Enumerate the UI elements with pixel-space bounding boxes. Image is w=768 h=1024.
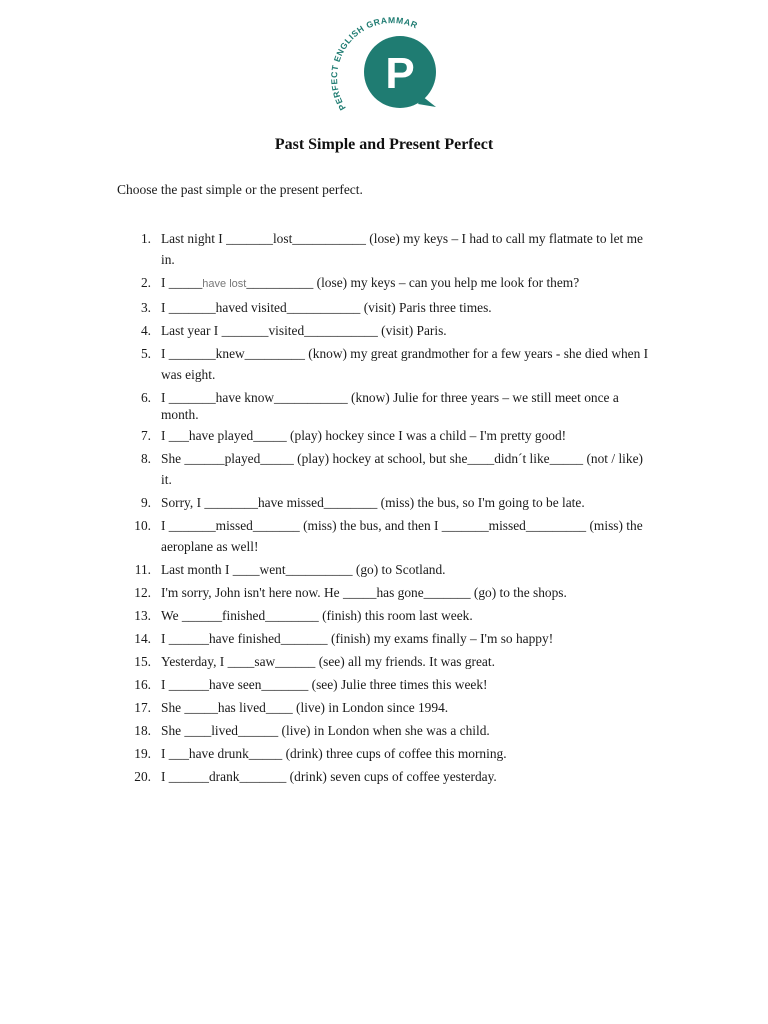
exercise-item: 8. She ______played_____ (play) hockey at school, but she____didn´t like_____ (not / like) it. [140,451,643,487]
answer-text: have lost [202,278,247,290]
exercise-item: 3. I _______haved visited___________ (visit) Paris three times. [140,300,492,315]
perfect-english-grammar-logo [322,14,446,114]
exercise-item: 5. I _______knew_________ (know) my great grandmother for a few years - she died when I was eight. [140,346,649,382]
exercise-item: 19. I ___have drunk_____ (drink) three cups of coffee this morning. [134,746,507,761]
exercise-item: 17. She _____has lived____ (live) in London since 1994. [134,700,449,715]
exercise-item: 11. Last month I ____went__________ (go) to Scotland. [134,562,446,577]
exercise-item: 1. Last night I _______lost___________ (lose) my keys – I had to call my flatmate to let me in. [140,231,643,267]
logo-letter: P [385,49,415,98]
exercise-item: 4. Last year I _______visited___________ (visit) Paris. [140,323,447,338]
exercise-item: 9. Sorry, I ________have missed________ (miss) the bus, so I'm going to be late. [140,495,585,510]
exercise-item: 6. I _______have know___________ (know) Julie for three years – we still meet once a month. [140,390,619,422]
exercise-item: 7. I ___have played_____ (play) hockey since I was a child – I'm pretty good! [140,428,567,443]
exercise-list [117,228,657,789]
exercise-item: 12. I'm sorry, John isn't here now. He _____has gone_______ (go) to the shops. [134,585,567,600]
logo-arc-text: PERFECT ENGLISH GRAMMAR [328,15,420,113]
instruction-text: Choose the past simple or the present perfect. [117,182,363,197]
exercise-item: 16. I ______have seen_______ (see) Julie three times this week! [134,677,488,692]
exercise-item: 2. I _____have lost__________ (lose) my keys – can you help me look for them? [140,275,580,290]
exercise-item: 13. We ______finished________ (finish) this room last week. [134,608,473,623]
page-title: Past Simple and Present Perfect [274,136,494,153]
exercise-item: 10. I _______missed_______ (miss) the bus, and then I _______missed_________ (miss) the aeroplane as well! [134,518,643,554]
exercise-item: 18. She ____lived______ (live) in London when she was a child. [134,723,490,738]
exercise-item: 14. I ______have finished_______ (finish) my exams finally – I'm so happy! [134,631,554,646]
exercise-item: 20. I ______drank_______ (drink) seven cups of coffee yesterday. [134,769,497,784]
exercise-item: 15. Yesterday, I ____saw______ (see) all my friends. It was great. [134,654,495,669]
